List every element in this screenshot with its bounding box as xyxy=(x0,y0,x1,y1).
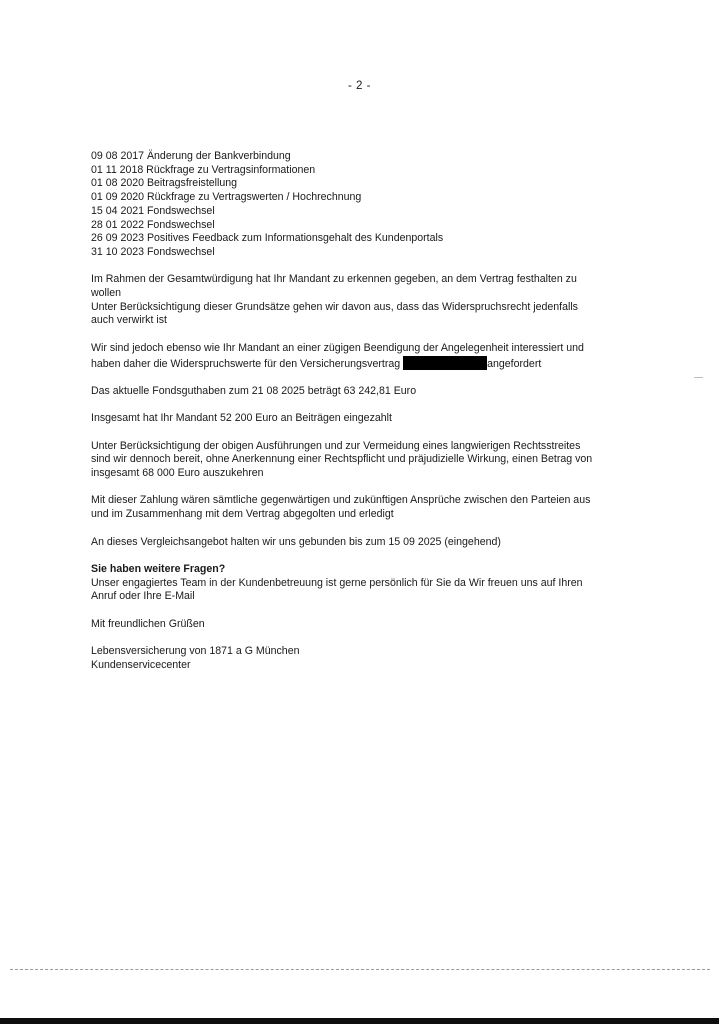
letter-body xyxy=(91,150,636,673)
text-line: Wir sind jedoch ebenso wie Ihr Mandant an einer zügigen Beendigung der Angelegenheit interessiert und xyxy=(91,341,584,354)
event-line: 31 10 2023 Fondswechsel xyxy=(91,245,215,258)
event-line: 09 08 2017 Änderung der Bankverbindung xyxy=(91,150,291,162)
text-line-part: angefordert xyxy=(487,357,542,370)
text-line: insgesamt 68 000 Euro auszukehren xyxy=(91,467,264,480)
closing-salutation: Mit freundlichen Grüßen xyxy=(91,617,205,630)
fund-balance-paragraph: Das aktuelle Fondsguthaben zum 21 08 2025 beträgt 63 242,81 Euro xyxy=(91,384,417,397)
redacted-contract-number xyxy=(403,356,487,370)
department-name: Kundenservicecenter xyxy=(91,658,191,671)
text-line: wollen xyxy=(91,287,122,300)
company-name: Lebensversicherung von 1871 a G München xyxy=(91,645,300,658)
text-line: Im Rahmen der Gesamtwürdigung hat Ihr Mandant zu erkennen gegeben, an dem Vertrag festhalten zu xyxy=(91,273,577,286)
termination-interest-paragraph xyxy=(91,342,636,371)
text-line: und im Zusammenhang mit dem Vertrag abgegolten und erledigt xyxy=(91,508,394,521)
scan-edge-line xyxy=(10,969,710,970)
contributions-paragraph: Insgesamt hat Ihr Mandant 52 200 Euro an Beiträgen eingezahlt xyxy=(91,412,392,425)
signature-block xyxy=(91,645,636,672)
settlement-offer-paragraph xyxy=(91,440,636,481)
event-line: 28 01 2022 Fondswechsel xyxy=(91,218,215,231)
text-line: Unter Berücksichtigung dieser Grundsätze gehen wir davon aus, dass das Widerspruchsrecht jedenfalls xyxy=(91,300,578,313)
text-line xyxy=(91,356,636,372)
assessment-paragraph xyxy=(91,273,636,328)
text-line: Unser engagiertes Team in der Kundenbetreuung ist gerne persönlich für Sie da Wir freuen uns auf Ihren xyxy=(91,576,583,589)
scan-edge-bar xyxy=(0,1018,719,1024)
event-line: 15 04 2021 Fondswechsel xyxy=(91,204,215,217)
event-line: 01 11 2018 Rückfrage zu Vertragsinformationen xyxy=(91,163,316,176)
text-line: auch verwirkt ist xyxy=(91,314,167,327)
event-line: 01 09 2020 Rückfrage zu Vertragswerten / Hochrechnung xyxy=(91,191,362,204)
text-line: Unter Berücksichtigung der obigen Ausführungen und zur Vermeidung eines langwierigen Rechtsstreites xyxy=(91,439,581,452)
questions-section xyxy=(91,563,636,604)
text-line: Mit dieser Zahlung wären sämtliche gegenwärtigen und zukünftigen Ansprüche zwischen den Parteien aus xyxy=(91,494,591,507)
text-line-part: haben daher die Widerspruchswerte für den Versicherungsvertrag xyxy=(91,357,404,370)
text-line: sind wir dennoch bereit, ohne Anerkennung einer Rechtspflicht und präjudizielle Wirkung, einen Betrag von xyxy=(91,453,593,466)
questions-heading: Sie haben weitere Fragen? xyxy=(91,562,226,575)
offer-deadline-paragraph: An dieses Vergleichsangebot halten wir uns gebunden bis zum 15 09 2025 (eingehend) xyxy=(91,535,501,548)
text-line: Anruf oder Ihre E-Mail xyxy=(91,590,195,603)
scan-artifact-mark xyxy=(694,377,703,378)
page-number: - 2 - xyxy=(348,80,371,92)
contract-event-list xyxy=(91,150,636,260)
settlement-effect-paragraph xyxy=(91,494,636,521)
event-line: 26 09 2023 Positives Feedback zum Informationsgehalt des Kundenportals xyxy=(91,232,444,245)
event-line: 01 08 2020 Beitragsfreistellung xyxy=(91,177,238,190)
